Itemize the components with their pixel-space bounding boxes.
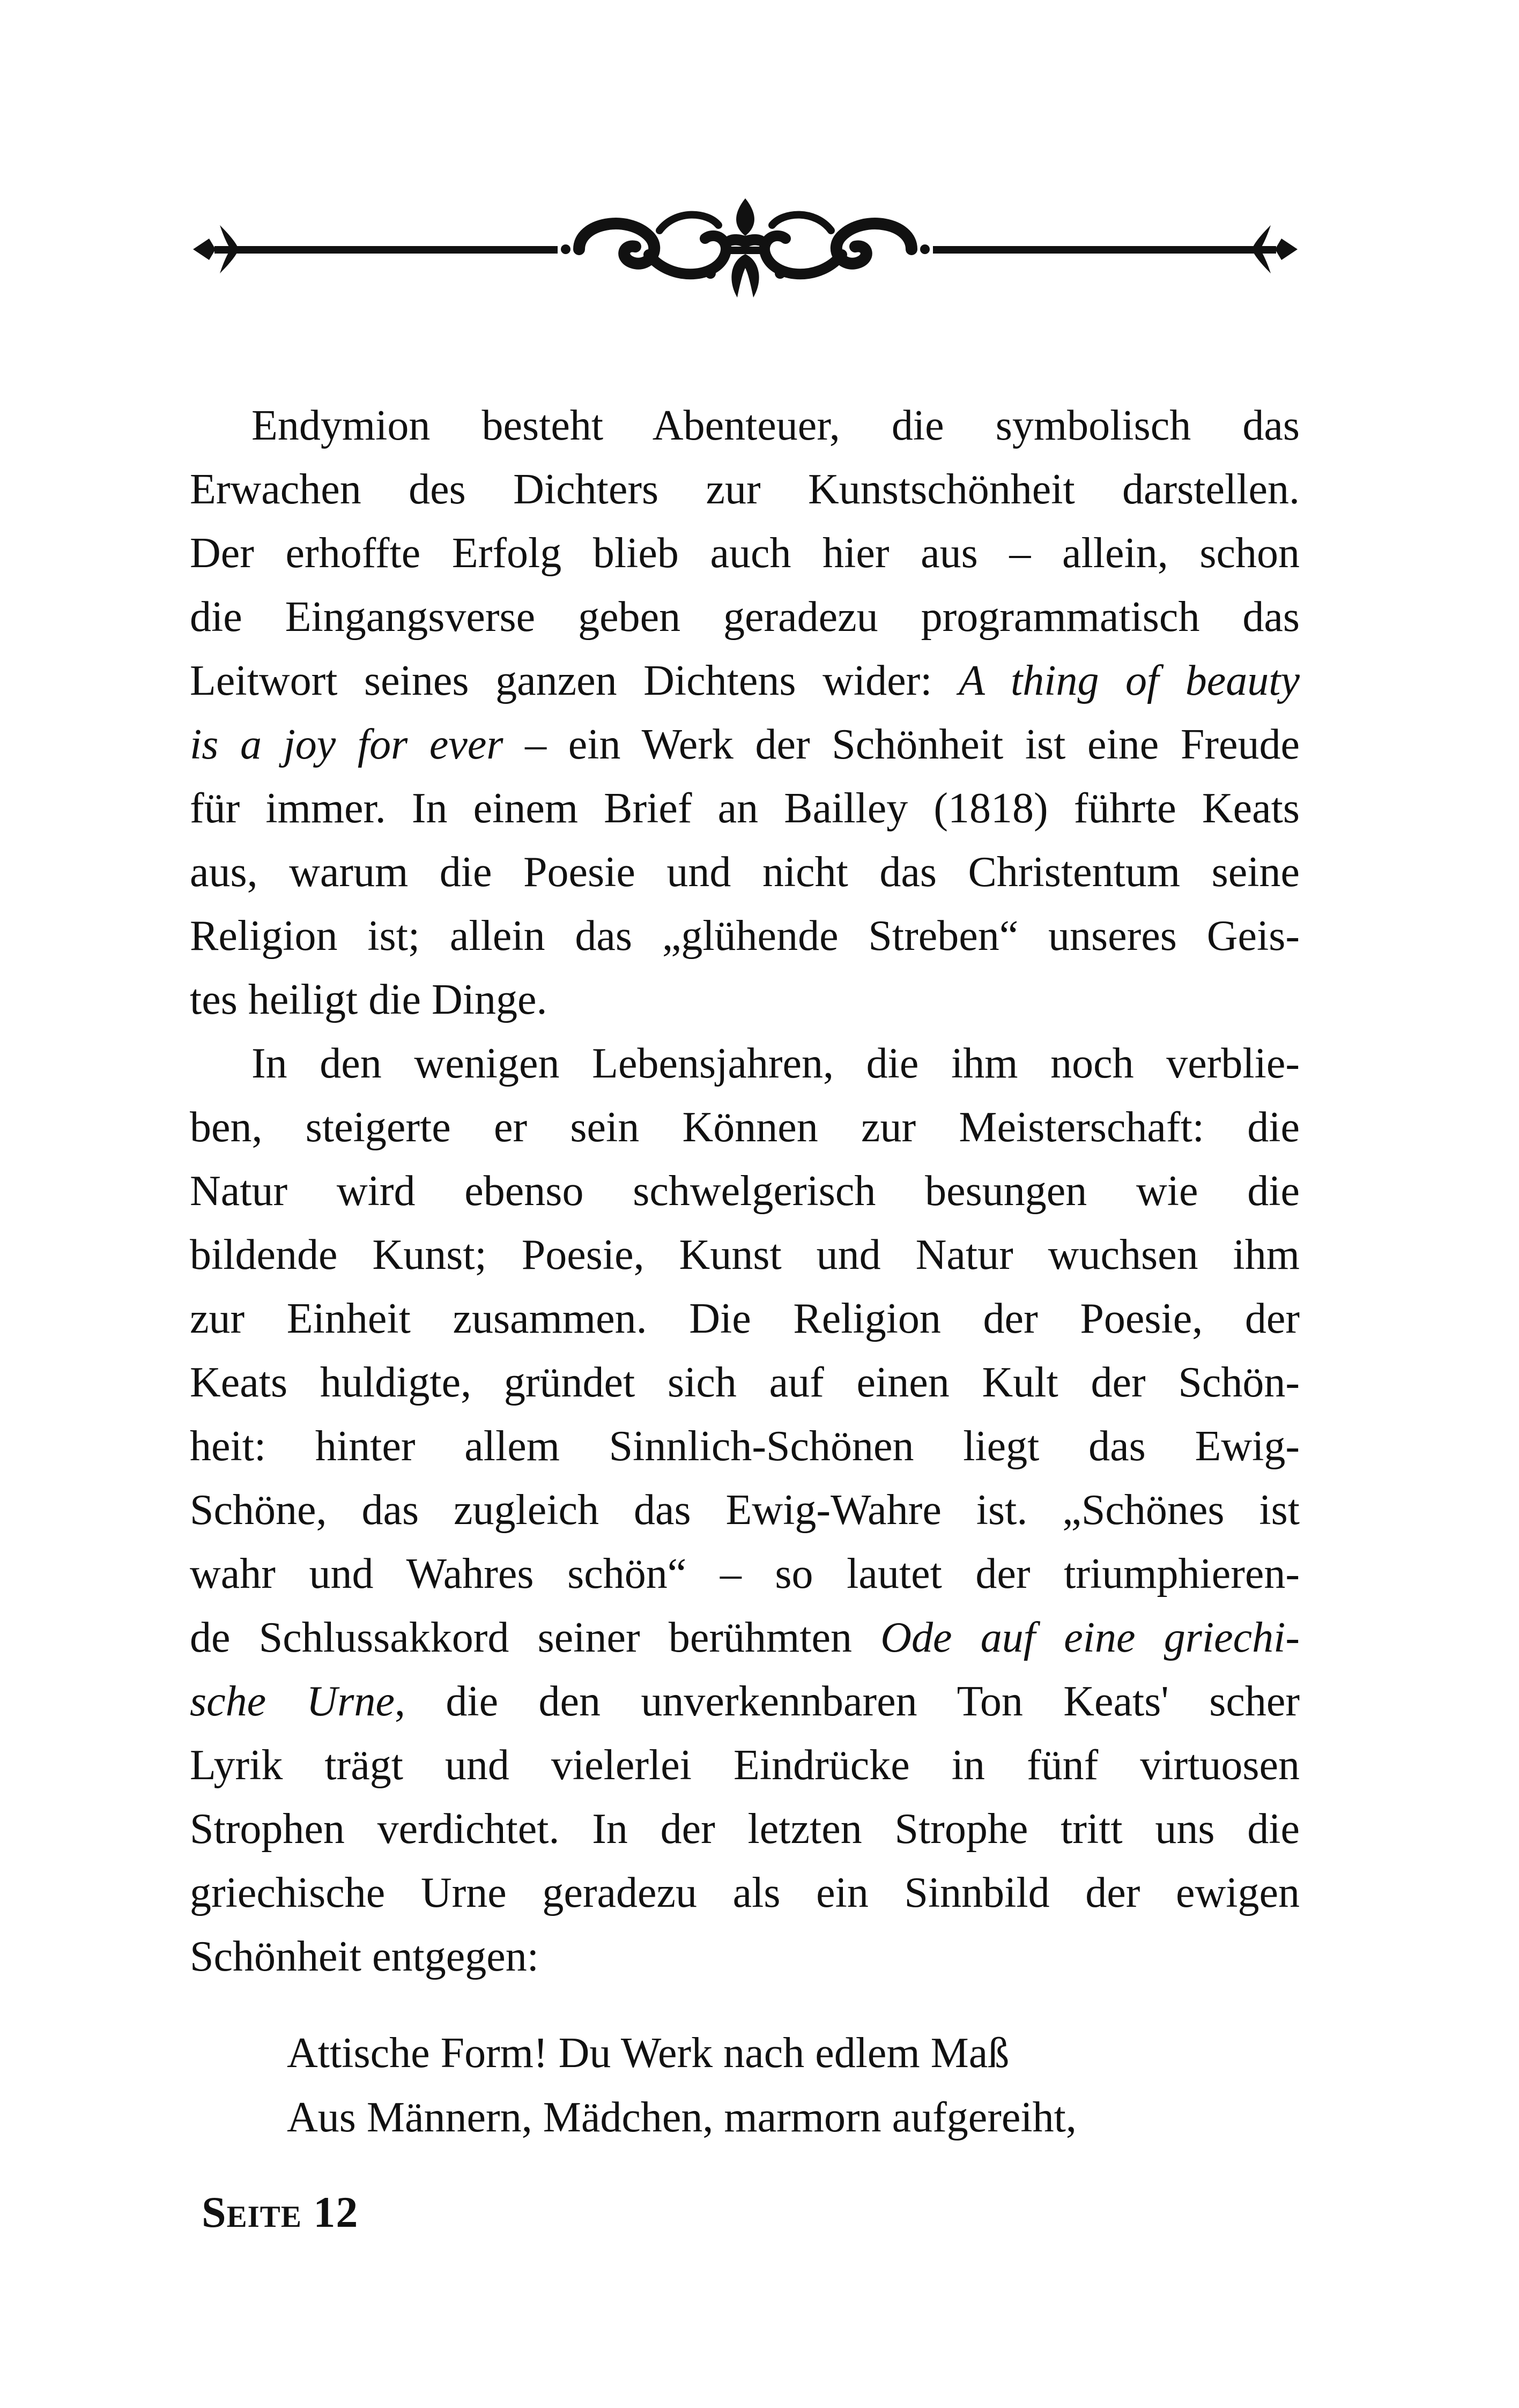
text-line: Natur wird ebenso schwelgerisch besungen wie die xyxy=(190,1168,1300,1215)
poem-line: Aus Männern, Mädchen, marmorn aufgereiht, xyxy=(287,2094,1077,2141)
italic-title: A thing of beauty xyxy=(959,657,1300,704)
italic-title: Ode auf eine griechi- xyxy=(880,1614,1300,1661)
text-line: bildende Kunst; Poesie, Kunst und Natur wuchsen ihm xyxy=(190,1231,1300,1279)
text-line: sche Urne, die den unverkennbaren Ton Keats' scher xyxy=(190,1678,1300,1725)
poem-quote xyxy=(287,2021,1306,2150)
text-line: Religion ist; allein das „glühende Streben“ unseres Geis- xyxy=(190,912,1300,960)
text-line: de Schlussakkord seiner berühmten Ode auf eine griechi- xyxy=(190,1614,1300,1661)
text-line: Erwachen des Dichters zur Kunstschönheit darstellen. xyxy=(190,466,1300,513)
text-line: Keats huldigte, gründet sich auf einen Kult der Schön- xyxy=(190,1359,1300,1406)
text-line: für immer. In einem Brief an Bailley (1818) führte Keats xyxy=(190,785,1300,832)
text-line: heit: hinter allem Sinnlich-Schönen liegt das Ewig- xyxy=(190,1423,1300,1470)
italic-title: sche Urne xyxy=(190,1678,395,1725)
text-line: Schöne, das zugleich das Ewig-Wahre ist. „Schönes ist xyxy=(190,1487,1300,1534)
text-line: Strophen verdichtet. In der letzten Strophe tritt uns die xyxy=(190,1805,1300,1853)
text-line: die Eingangsverse geben geradezu programmatisch das xyxy=(190,593,1300,641)
text-line: Endymion besteht Abenteuer, die symbolisch das xyxy=(251,402,1300,449)
flourish-divider-icon xyxy=(188,193,1303,306)
text-line: ben, steigerte er sein Können zur Meisterschaft: die xyxy=(190,1104,1300,1151)
text-line: is a joy for ever – ein Werk der Schönheit ist eine Freude xyxy=(190,721,1300,768)
text-line: Schönheit entgegen: xyxy=(190,1933,539,1980)
italic-title: is a joy for ever xyxy=(190,721,503,768)
text-line: griechische Urne geradezu als ein Sinnbild der ewigen xyxy=(190,1869,1300,1916)
text-line: zur Einheit zusammen. Die Religion der Poesie, der xyxy=(190,1295,1300,1342)
body-text xyxy=(190,394,1300,1989)
text-line: Leitwort seines ganzen Dichtens wider: A thing of beauty xyxy=(190,657,1300,704)
text-line: In den wenigen Lebensjahren, die ihm noch verblie- xyxy=(251,1040,1300,1087)
page-number: Seite 12 xyxy=(202,2188,359,2236)
text-line: Der erhoffte Erfolg blieb auch hier aus – allein, schon xyxy=(190,530,1300,577)
text-line: aus, warum die Poesie und nicht das Christentum seine xyxy=(190,849,1300,896)
poem-line: Attische Form! Du Werk nach edlem Maß xyxy=(287,2030,1010,2077)
text-line: Lyrik trägt und vielerlei Eindrücke in fünf virtuosen xyxy=(190,1742,1300,1789)
text-line: wahr und Wahres schön“ – so lautet der triumphieren- xyxy=(190,1550,1300,1597)
text-line: tes heiligt die Dinge. xyxy=(190,976,547,1023)
